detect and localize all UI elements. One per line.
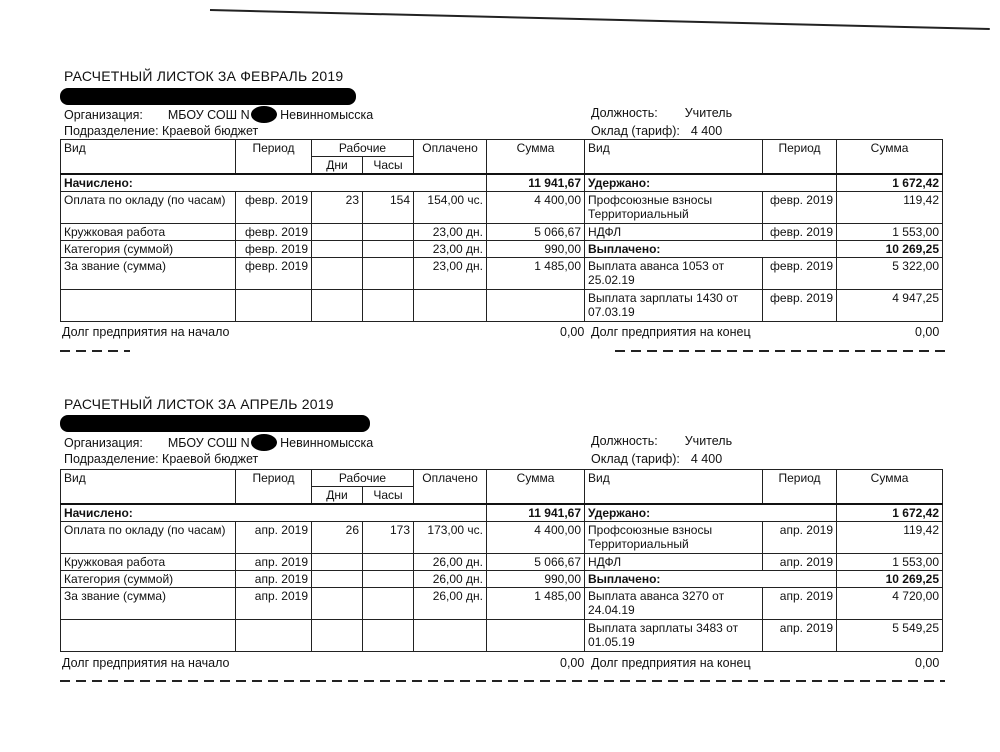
cell-sum: 5 066,67 [487, 224, 585, 241]
cell-paid: 154,00 чс. [414, 192, 487, 224]
position-line [591, 434, 732, 448]
table-row [61, 504, 943, 522]
position-value: Учитель [684, 106, 733, 120]
cell-days: 23 [312, 192, 363, 224]
cell-period: апр. 2019 [236, 522, 312, 554]
cell-paid [414, 620, 487, 652]
header-paid: Оплачено [414, 470, 487, 505]
header-period: Период [236, 470, 312, 505]
cell-days [312, 588, 363, 620]
position-value: Учитель [684, 434, 733, 448]
cell-type: Категория (суммой) [61, 571, 236, 588]
cell-hours [363, 571, 414, 588]
org-value-prefix: МБОУ СОШ N [167, 436, 250, 450]
cell-period [236, 290, 312, 322]
accrued-label: Начислено: [61, 174, 487, 192]
payslip-title: РАСЧЕТНЫЙ ЛИСТОК ЗА ФЕВРАЛЬ 2019 [64, 68, 344, 84]
cell-deduction-type: НДФЛ [585, 554, 763, 571]
cell-deduction-type: Выплата зарплаты 1430 от 07.03.19 [585, 290, 763, 322]
redaction-bar [60, 88, 356, 105]
position-label: Должность: [591, 106, 658, 120]
paid-out-label: Выплачено: [585, 571, 837, 588]
cell-period: февр. 2019 [236, 241, 312, 258]
withheld-total: 1 672,42 [837, 504, 943, 522]
withheld-total: 1 672,42 [837, 174, 943, 192]
cell-paid [414, 290, 487, 322]
cell-deduction-sum: 5 549,25 [837, 620, 943, 652]
cell-sum: 4 400,00 [487, 522, 585, 554]
cell-hours: 173 [363, 522, 414, 554]
cell-deduction-type: Профсоюзные взносы Территориальный [585, 522, 763, 554]
header-work: Рабочие [312, 140, 414, 157]
salary-label: Оклад (тариф): [591, 124, 680, 138]
cell-hours [363, 588, 414, 620]
org-line [64, 434, 373, 451]
cell-hours [363, 241, 414, 258]
paid-out-total: 10 269,25 [837, 241, 943, 258]
table-row [61, 192, 943, 224]
cell-deduction-period: февр. 2019 [763, 224, 837, 241]
cell-type: За звание (сумма) [61, 258, 236, 290]
cell-deduction-period: февр. 2019 [763, 290, 837, 322]
cell-type: Оплата по окладу (по часам) [61, 192, 236, 224]
cell-paid: 173,00 чс. [414, 522, 487, 554]
table-row [61, 522, 943, 554]
header-period: Период [236, 140, 312, 175]
table-row [61, 554, 943, 571]
salary-label: Оклад (тариф): [591, 452, 680, 466]
header-sum-deductions: Сумма [837, 470, 943, 505]
table-row [61, 588, 943, 620]
header-hours: Часы [363, 157, 414, 175]
table-row [61, 258, 943, 290]
redaction-blob [251, 106, 277, 123]
cell-sum [487, 620, 585, 652]
cell-deduction-period: апр. 2019 [763, 620, 837, 652]
salary-line [591, 124, 722, 138]
header-hours: Часы [363, 487, 414, 505]
cell-hours: 154 [363, 192, 414, 224]
cell-sum: 1 485,00 [487, 588, 585, 620]
cell-period: апр. 2019 [236, 588, 312, 620]
debt-start-label: Долг предприятия на начало [62, 325, 230, 339]
cell-deduction-sum: 1 553,00 [837, 224, 943, 241]
cell-sum: 990,00 [487, 241, 585, 258]
cell-sum: 4 400,00 [487, 192, 585, 224]
withheld-label: Удержано: [585, 504, 837, 522]
accrued-total: 11 941,67 [487, 504, 585, 522]
header-vid: Вид [61, 140, 236, 175]
cell-type [61, 620, 236, 652]
header-period-deductions: Период [763, 140, 837, 175]
cell-deduction-period: февр. 2019 [763, 192, 837, 224]
header-paid: Оплачено [414, 140, 487, 175]
org-value-suffix: Невинномысска [280, 108, 374, 122]
header-vid-deductions: Вид [585, 470, 763, 505]
debt-start-value: 0,00 [560, 325, 585, 339]
cell-deduction-period: апр. 2019 [763, 554, 837, 571]
cell-paid: 26,00 дн. [414, 554, 487, 571]
table-row [61, 620, 943, 652]
cell-sum: 1 485,00 [487, 258, 585, 290]
cell-days [312, 241, 363, 258]
dashed-separator [615, 350, 945, 352]
cell-paid: 23,00 дн. [414, 241, 487, 258]
table-row [61, 174, 943, 192]
cell-hours [363, 290, 414, 322]
header-days: Дни [312, 157, 363, 175]
cell-deduction-period: февр. 2019 [763, 258, 837, 290]
table-row [61, 224, 943, 241]
cell-paid: 23,00 дн. [414, 224, 487, 241]
cell-deduction-type: Выплата аванса 1053 от 25.02.19 [585, 258, 763, 290]
salary-value: 4 400 [690, 452, 723, 466]
position-line [591, 106, 732, 120]
header-work: Рабочие [312, 470, 414, 487]
cell-type: За звание (сумма) [61, 588, 236, 620]
position-label: Должность: [591, 434, 658, 448]
debt-start-label: Долг предприятия на начало [62, 656, 230, 670]
payslip-title: РАСЧЕТНЫЙ ЛИСТОК ЗА АПРЕЛЬ 2019 [64, 396, 334, 412]
cell-period: февр. 2019 [236, 258, 312, 290]
redaction-blob [251, 434, 277, 451]
cell-sum: 990,00 [487, 571, 585, 588]
cell-period: апр. 2019 [236, 571, 312, 588]
cell-deduction-sum: 5 322,00 [837, 258, 943, 290]
header-vid: Вид [61, 470, 236, 505]
header-days: Дни [312, 487, 363, 505]
cell-deduction-type: Профсоюзные взносы Территориальный [585, 192, 763, 224]
org-label: Организация: [64, 436, 143, 450]
cell-period: февр. 2019 [236, 192, 312, 224]
debt-end-label: Долг предприятия на конец [591, 325, 751, 339]
table-row [61, 241, 943, 258]
header-period-deductions: Период [763, 470, 837, 505]
cell-paid: 23,00 дн. [414, 258, 487, 290]
payslip-table [60, 469, 943, 652]
payslip-table [60, 139, 943, 322]
cell-deduction-sum: 4 720,00 [837, 588, 943, 620]
paid-out-total: 10 269,25 [837, 571, 943, 588]
accrued-label: Начислено: [61, 504, 487, 522]
cell-days [312, 554, 363, 571]
accrued-total: 11 941,67 [487, 174, 585, 192]
salary-value: 4 400 [690, 124, 723, 138]
cell-hours [363, 258, 414, 290]
cell-deduction-period: апр. 2019 [763, 588, 837, 620]
cell-days [312, 571, 363, 588]
cell-hours [363, 554, 414, 571]
dashed-separator [60, 680, 945, 682]
cell-deduction-sum: 119,42 [837, 522, 943, 554]
cell-type: Кружковая работа [61, 224, 236, 241]
org-line [64, 106, 373, 123]
header-sum-deductions: Сумма [837, 140, 943, 175]
cell-days [312, 258, 363, 290]
dept-line: Подразделение: Краевой бюджет [64, 124, 259, 138]
cell-deduction-sum: 4 947,25 [837, 290, 943, 322]
cell-deduction-sum: 119,42 [837, 192, 943, 224]
org-value-suffix: Невинномысска [280, 436, 374, 450]
cell-paid: 26,00 дн. [414, 588, 487, 620]
org-value-prefix: МБОУ СОШ N [167, 108, 250, 122]
cell-deduction-period: апр. 2019 [763, 522, 837, 554]
cell-paid: 26,00 дн. [414, 571, 487, 588]
cell-type [61, 290, 236, 322]
org-label: Организация: [64, 108, 143, 122]
salary-line [591, 452, 722, 466]
table-row [61, 571, 943, 588]
header-sum: Сумма [487, 470, 585, 505]
withheld-label: Удержано: [585, 174, 837, 192]
cell-period: февр. 2019 [236, 224, 312, 241]
debt-start-value: 0,00 [560, 656, 585, 670]
cell-hours [363, 224, 414, 241]
cell-deduction-type: Выплата зарплаты 3483 от 01.05.19 [585, 620, 763, 652]
cell-type: Оплата по окладу (по часам) [61, 522, 236, 554]
cell-deduction-type: НДФЛ [585, 224, 763, 241]
cell-deduction-sum: 1 553,00 [837, 554, 943, 571]
cell-sum [487, 290, 585, 322]
cell-days: 26 [312, 522, 363, 554]
cell-period: апр. 2019 [236, 554, 312, 571]
table-row [61, 290, 943, 322]
redaction-bar [60, 415, 370, 432]
cell-type: Кружковая работа [61, 554, 236, 571]
cell-days [312, 290, 363, 322]
debt-end-label: Долг предприятия на конец [591, 656, 751, 670]
header-vid-deductions: Вид [585, 140, 763, 175]
table-header-row [61, 470, 943, 487]
scan-artifact-line [210, 9, 990, 30]
table-header-row [61, 140, 943, 157]
cell-deduction-type: Выплата аванса 3270 от 24.04.19 [585, 588, 763, 620]
dashed-separator [60, 350, 130, 352]
cell-sum: 5 066,67 [487, 554, 585, 571]
cell-type: Категория (суммой) [61, 241, 236, 258]
debt-end-value: 0,00 [915, 656, 940, 670]
cell-hours [363, 620, 414, 652]
debt-end-value: 0,00 [915, 325, 940, 339]
cell-period [236, 620, 312, 652]
cell-days [312, 620, 363, 652]
dept-line: Подразделение: Краевой бюджет [64, 452, 259, 466]
paid-out-label: Выплачено: [585, 241, 837, 258]
cell-days [312, 224, 363, 241]
header-sum: Сумма [487, 140, 585, 175]
